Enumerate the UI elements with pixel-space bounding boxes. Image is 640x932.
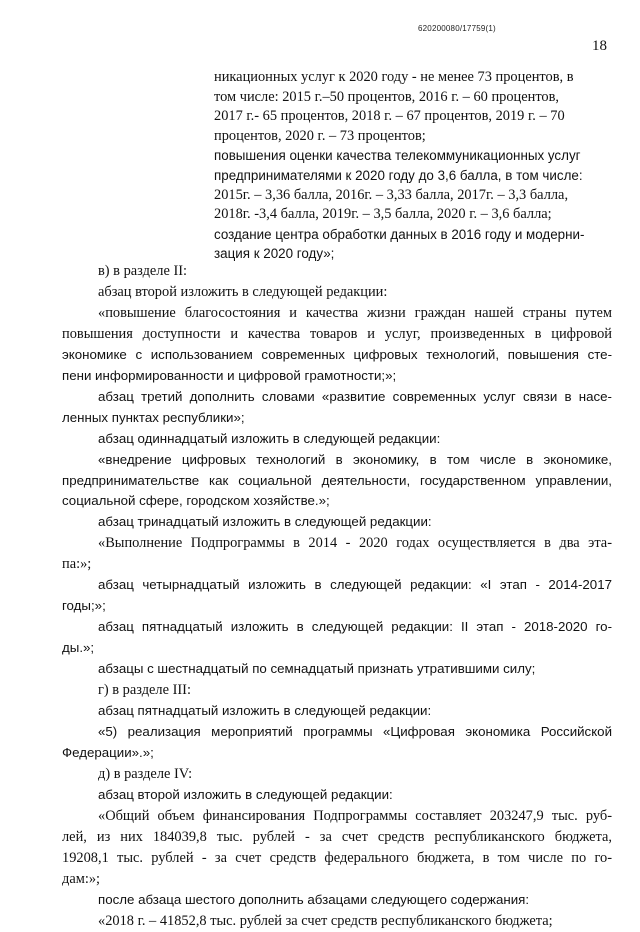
body-line: 19208,1 тыс. рублей - за счет средств федерального бюджета, в том числе по го- [62,849,612,866]
body-line: «внедрение цифровых технологий в экономику, в том числе в экономике, [98,451,612,467]
body-line: абзац пятнадцатый изложить в следующей редакции: [98,703,432,719]
block-line: 2015г. – 3,36 балла, 2016г. – 3,33 балла, 2017г. – 3,3 балла, [214,186,569,203]
block-line: повышения оценки качества телекоммуникационных услуг [214,148,581,164]
block-line: предпринимателями к 2020 году до 3,6 балла, в том числе: [214,167,583,183]
body-line: предпринимательстве как социальной деятельности, государственном управлении, [62,472,612,488]
body-line: абзац второй изложить в следующей редакции: [98,786,393,802]
body-line: после абзаца шестого дополнить абзацами следующего содержания: [98,891,530,907]
body-line: социальной сфере, городском хозяйстве.»; [62,493,330,509]
body-line: абзац второй изложить в следующей редакции: [98,283,388,300]
block-line: 2018г. -3,4 балла, 2019г. – 3,5 балла, 2020 г. – 3,6 балла; [214,206,552,223]
body-line: дам:»; [62,870,101,887]
block-line: зация к 2020 году»; [214,246,335,262]
block-line: никационных услуг к 2020 году - не менее 73 процентов, в [214,69,574,85]
block-line: 2017 г.- 65 процентов, 2018 г. – 67 процентов, 2019 г. – 70 [214,108,565,125]
body-line: абзацы с шестнадцатый по семнадцатый признать утратившими силу; [98,661,536,677]
indicator-block [214,68,610,264]
body-line: пени информированности и цифровой грамотности;»; [62,367,397,383]
body-line: «5) реализация мероприятий программы «Цифровая экономика Российской [98,723,612,739]
body-line: ды.»; [62,640,95,656]
body-line: абзац четырнадцатый изложить в следующей редакции: «I этап - 2014-2017 [98,577,612,593]
body-line: абзац пятнадцатый изложить в следующей редакции: II этап - 2018-2020 го- [98,619,612,635]
body-line: абзац одиннадцатый изложить в следующей редакции: [98,430,441,446]
body-line: годы;»; [62,598,106,614]
document-body [62,261,612,932]
block-line: процентов, 2020 г. – 73 процентов; [214,127,426,144]
body-line: Федерации».»; [62,744,154,760]
body-line: «Выполнение Подпрограммы в 2014 - 2020 годах осуществляется в два эта- [98,535,612,552]
body-line: «2018 г. – 41852,8 тыс. рублей за счет средств республиканского бюджета; [98,912,553,929]
page-number: 18 [592,38,607,54]
body-line: «Общий объем финансирования Подпрограммы составляет 203247,9 тыс. руб- [98,807,612,824]
body-line: лей, из них 184039,8 тыс. рублей - за счет средств республиканского бюджета, [62,828,612,845]
body-line: г) в разделе III: [98,682,191,699]
body-line: повышения доступности и качества товаров и услуг, произведенных в цифровой [62,325,612,342]
body-line: абзац тринадцатый изложить в следующей редакции: [98,514,432,530]
body-line: абзац третий дополнить словами «развитие современных услуг связи в насе- [98,388,612,404]
body-line: ленных пунктах республики»; [62,409,245,425]
block-line: том числе: 2015 г.–50 процентов, 2016 г. – 60 процентов, [214,88,560,105]
body-line: д) в разделе IV: [98,765,193,782]
body-line: экономике с использованием современных цифровых технологий, повышения сте- [62,346,612,362]
document-id: 620200080/17759(1) [418,24,496,33]
body-line: в) в разделе II: [98,263,188,279]
body-line: па:»; [62,556,92,573]
block-line: создание центра обработки данных в 2016 году и модерни- [214,226,585,242]
body-line: «повышение благосостояния и качества жизни граждан нашей страны путем [98,304,612,321]
